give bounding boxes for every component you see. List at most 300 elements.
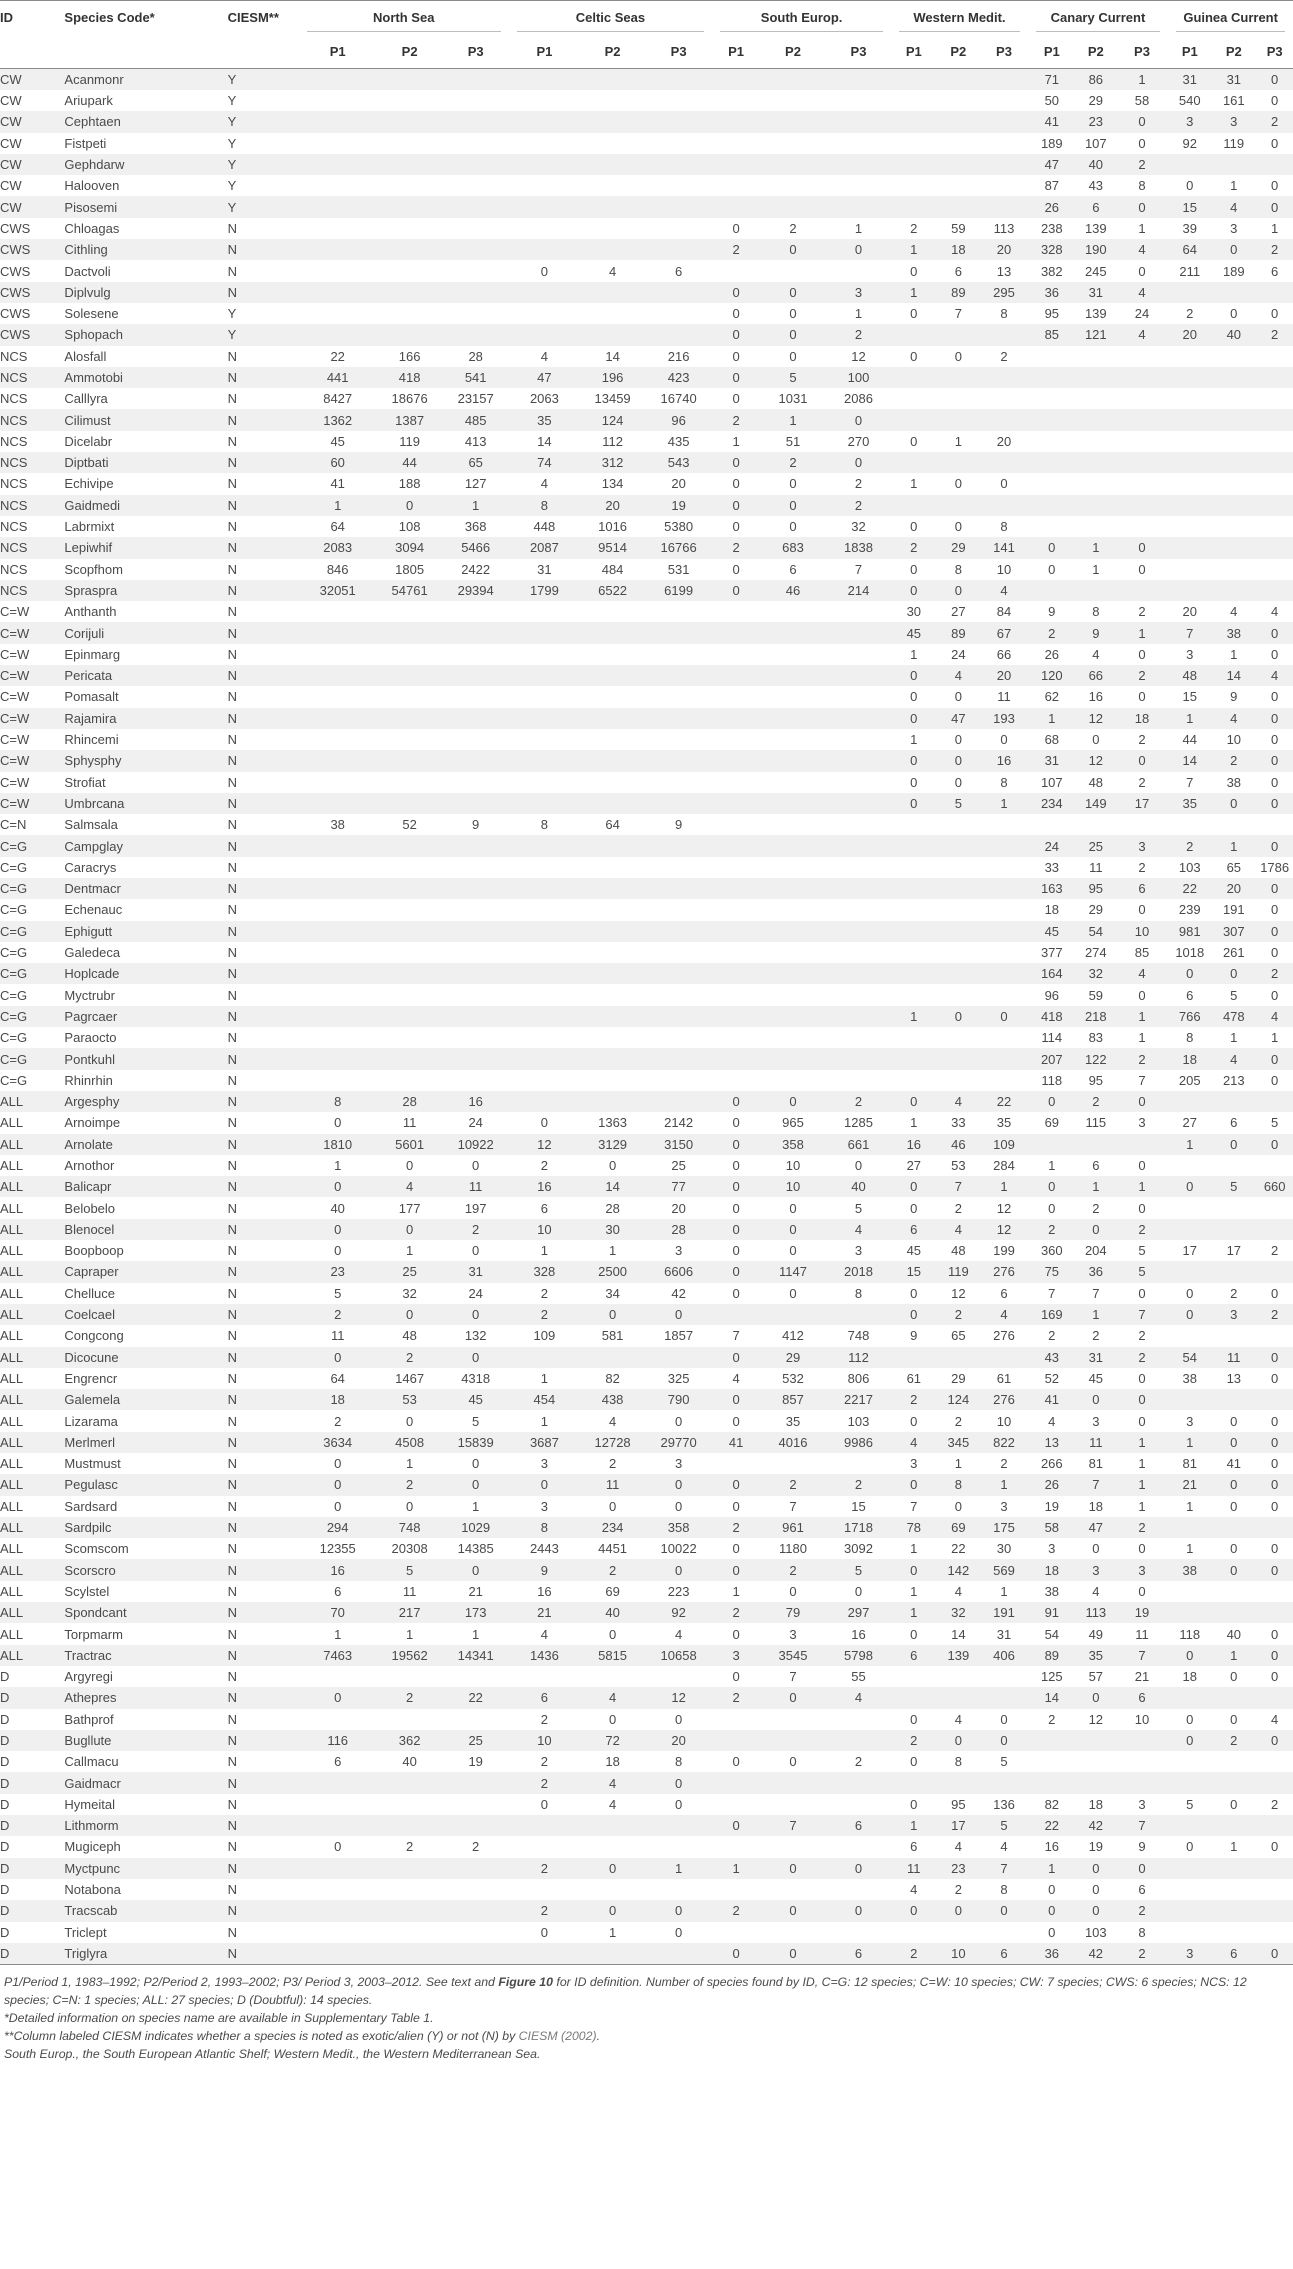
cell-value: 107 (1040, 774, 1063, 790)
cell-value: 23157 (457, 391, 494, 407)
cell-value: 0 (854, 1583, 863, 1599)
cell-value (509, 963, 580, 984)
cell-value (377, 963, 443, 984)
cell-value: 0 (910, 1285, 918, 1301)
cell-value (980, 409, 1027, 430)
cell-value (936, 111, 980, 132)
cell-value: 0 (299, 1176, 377, 1197)
cell-value: 30 (580, 1219, 646, 1240)
cell-value (580, 1666, 646, 1687)
cell-value (442, 154, 509, 175)
cell-value: 2 (377, 1474, 443, 1495)
cell-value: 1810 (299, 1134, 377, 1155)
cell-value: 0 (732, 476, 740, 492)
cell-value (645, 644, 712, 665)
cell-value: 3 (1168, 1943, 1211, 1965)
cell-value: 454 (509, 1389, 580, 1410)
cell-species-code: Chelluce (64, 1285, 116, 1301)
cell-value: 51 (785, 433, 801, 449)
cell-value: 12 (980, 1219, 1027, 1240)
cell-value: 7 (1116, 1304, 1169, 1325)
cell-value (377, 984, 443, 1005)
cell-value: 20 (1168, 324, 1211, 345)
cell-value: 38 (1182, 1370, 1197, 1386)
cell-ciesm: N (228, 1730, 299, 1751)
table-row (0, 346, 1293, 367)
cell-value (580, 133, 646, 154)
cell-ciesm: Y (228, 69, 299, 91)
cell-value (980, 963, 1027, 984)
cell-value (760, 133, 826, 154)
cell-ciesm: N (228, 1602, 299, 1623)
header-period: P3 (1116, 34, 1169, 69)
cell-species-code: Tractrac (64, 1645, 227, 1666)
cell-value (299, 1879, 377, 1900)
cell-value: 0 (732, 1200, 740, 1216)
table-row (0, 1219, 1293, 1240)
cell-value: 20 (1182, 604, 1197, 620)
cell-value: 857 (760, 1389, 826, 1410)
cell-value (580, 878, 646, 899)
cell-value (826, 857, 892, 878)
table-row (0, 154, 1293, 175)
cell-value: 32 (936, 1602, 980, 1623)
cell-value (760, 686, 826, 707)
cell-value: 3545 (760, 1645, 826, 1666)
cell-id: C=G (0, 902, 28, 918)
cell-value (377, 1879, 443, 1900)
cell-id: D (0, 1900, 64, 1921)
cell-value: 0 (1168, 963, 1211, 984)
cell-value (1076, 516, 1116, 537)
cell-value: 1 (299, 495, 377, 516)
cell-value: 2 (509, 1304, 580, 1325)
cell-value: 41 (1028, 111, 1076, 132)
cell-value (760, 111, 826, 132)
figure-link[interactable]: Figure 10 (498, 1974, 553, 1989)
cell-ciesm: N (227, 519, 238, 535)
cell-value: 0 (712, 1134, 760, 1155)
table-row (0, 835, 1293, 856)
cell-value: 965 (782, 1115, 804, 1131)
cell-value: 0 (645, 1559, 712, 1580)
cell-value: 0 (760, 324, 826, 345)
cell-value: 8 (1000, 306, 1008, 322)
cell-value: 22 (1168, 878, 1211, 899)
cell-value (980, 154, 1027, 175)
cell-value: 1 (1138, 220, 1146, 236)
cell-value (826, 601, 892, 622)
cell-value (826, 793, 892, 814)
cell-value: 0 (910, 1754, 918, 1770)
cell-value (299, 1815, 377, 1836)
cell-value: 1 (1116, 1176, 1169, 1197)
cell-value (377, 1815, 443, 1836)
cell-value: 0 (377, 1304, 443, 1325)
cell-value: 0 (732, 348, 740, 364)
cell-ciesm: N (227, 817, 238, 833)
cell-value (1211, 1815, 1256, 1836)
cell-value (1211, 1751, 1256, 1772)
cell-value (1256, 1900, 1293, 1921)
cell-value: 4 (540, 348, 549, 364)
cell-species-code: Epinmarg (64, 646, 121, 662)
cell-value (377, 899, 443, 920)
table-row (0, 1134, 1293, 1155)
table-row (0, 644, 1293, 665)
cell-value: 3129 (580, 1134, 646, 1155)
cell-value: 0 (1116, 1091, 1169, 1112)
table-row (0, 601, 1293, 622)
cell-value (1256, 473, 1293, 494)
cell-value: 0 (1048, 1882, 1056, 1898)
cell-id: ALL (0, 1285, 24, 1301)
cell-value (980, 1772, 1027, 1793)
cell-id: CW (0, 178, 22, 194)
cell-value (580, 857, 646, 878)
cell-value (891, 1347, 936, 1368)
cell-value: 35 (1076, 1645, 1116, 1666)
cell-value (1028, 367, 1076, 388)
footnote-periods: P1/Period 1, 1983–1992; P2/Period 2, 1993–2002; P3/ Period 3, 2003–2012. See text and Figure 10 for ID definition. Number of species found by ID, C=G: 12 species; C=W: 10 species; CW: 7 species; CWS: 6 species; NCS: 12 species; C=N: 1 species; ALL: 27 species; D (Doubtful): 14 species. (4, 1974, 1247, 2007)
cell-species-code: Sardpilc (64, 1517, 227, 1538)
cell-value (980, 942, 1027, 963)
cell-value: 216 (667, 348, 690, 364)
cell-value: 1029 (442, 1517, 509, 1538)
cell-value: 7 (732, 1328, 740, 1344)
cell-value (1168, 1325, 1211, 1346)
cell-value: 4 (826, 1219, 892, 1240)
cell-ciesm: N (227, 1243, 238, 1259)
cell-value (645, 1879, 712, 1900)
cell-value (936, 1070, 980, 1091)
cell-value: 2 (712, 537, 760, 558)
cell-value (1168, 1751, 1211, 1772)
cell-value: 28 (645, 1219, 712, 1240)
cell-value (826, 921, 892, 942)
cell-species-code: Dentmacr (64, 878, 227, 899)
cell-value (826, 1304, 892, 1325)
cell-value: 0 (1271, 178, 1279, 194)
cell-ciesm: N (228, 1006, 299, 1027)
cell-value: 119 (399, 433, 420, 449)
cell-value (1076, 814, 1116, 835)
cell-value: 14 (951, 1626, 966, 1642)
cell-value: 4 (1230, 604, 1238, 620)
cell-id: CW (0, 93, 22, 109)
cell-value: 0 (1186, 1285, 1194, 1301)
cell-value: 3 (1116, 1559, 1169, 1580)
cell-value: 89 (936, 622, 980, 643)
cell-value (712, 644, 760, 665)
cell-value (442, 921, 509, 942)
cell-value (645, 239, 712, 260)
cell-value: 11 (1076, 1432, 1116, 1453)
cell-value: 0 (732, 391, 740, 407)
cell-value: 0 (1168, 1730, 1211, 1751)
cell-value: 40 (1211, 324, 1256, 345)
cell-value: 3 (675, 1456, 683, 1472)
cell-value (980, 814, 1027, 835)
table-row (0, 921, 1293, 942)
table-row (0, 90, 1293, 111)
cell-value (1256, 431, 1293, 452)
cell-value: 0 (954, 1498, 962, 1514)
cell-value: 18 (605, 1754, 620, 1770)
cell-value: 14 (1028, 1687, 1076, 1708)
cell-value: 5 (980, 1815, 1027, 1836)
cell-value: 4 (608, 1796, 617, 1812)
cell-value: 65 (442, 452, 509, 473)
table-row (0, 239, 1293, 260)
cell-value: 3 (1076, 1559, 1116, 1580)
cell-value: 70 (299, 1602, 377, 1623)
cell-value (1211, 1091, 1256, 1112)
cell-value (891, 111, 936, 132)
cell-value (1168, 452, 1211, 473)
cell-value (1168, 1602, 1211, 1623)
cell-value: 21 (1168, 1474, 1211, 1495)
cell-value (442, 750, 509, 771)
cell-value: 95 (1088, 1072, 1104, 1088)
cell-value: 1 (608, 1924, 617, 1940)
cell-value: 0 (712, 1815, 760, 1836)
cell-value: 7 (910, 1498, 918, 1514)
cell-value: 0 (891, 1304, 936, 1325)
cell-ciesm: N (227, 1541, 238, 1557)
cell-value: 14 (1211, 665, 1256, 686)
cell-value (377, 282, 443, 303)
cell-value: 5 (936, 793, 980, 814)
cell-ciesm: N (228, 1772, 299, 1793)
cell-value: 92 (1182, 135, 1197, 151)
cell-value (980, 921, 1027, 942)
cell-id: ALL (0, 1456, 24, 1472)
cell-value: 21 (1134, 1669, 1150, 1685)
cell-value: 5 (377, 1559, 443, 1580)
cell-value (377, 878, 443, 899)
cell-value: 0 (1271, 306, 1279, 322)
cell-value (712, 963, 760, 984)
cell-value: 1467 (395, 1370, 425, 1386)
header-period: P3 (980, 34, 1027, 69)
cell-value (980, 1666, 1027, 1687)
cell-value (980, 90, 1027, 111)
cell-value (299, 878, 377, 899)
cell-value: 239 (1178, 902, 1201, 918)
cell-value (1168, 473, 1211, 494)
cell-value (1076, 1730, 1116, 1751)
cell-value: 3687 (509, 1432, 580, 1453)
cell-value (936, 857, 980, 878)
cell-value (1168, 1261, 1211, 1282)
cell-species-code: Ariupark (64, 93, 113, 109)
cell-value (936, 984, 980, 1005)
cell-value: 15 (851, 1498, 866, 1514)
cell-value: 0 (1138, 1541, 1146, 1557)
cell-value: 96 (1044, 987, 1060, 1003)
cell-species-code: Spraspra (64, 580, 227, 601)
cell-value: 276 (980, 1389, 1027, 1410)
cell-value: 478 (1211, 1006, 1256, 1027)
cell-value: 3150 (645, 1134, 712, 1155)
cell-value: 0 (472, 1157, 480, 1173)
cell-value: 822 (980, 1432, 1027, 1453)
cell-value: 0 (1028, 537, 1076, 558)
cell-value: 0 (1271, 774, 1279, 790)
cell-value (826, 1048, 892, 1069)
cell-value (299, 686, 377, 707)
cell-value: 18 (1182, 1669, 1197, 1685)
cell-value: 4 (1256, 1006, 1293, 1027)
cell-value (299, 196, 377, 217)
cell-value (712, 942, 760, 963)
header-period: P1 (1028, 34, 1076, 69)
cell-value (377, 921, 443, 942)
cell-value: 10 (1116, 921, 1169, 942)
cell-value (1076, 367, 1116, 388)
cell-value: 2 (712, 239, 760, 260)
cell-species-code: Mugiceph (64, 1839, 121, 1855)
cell-value: 17 (1116, 793, 1169, 814)
cell-value (1168, 516, 1211, 537)
cell-value (891, 1666, 936, 1687)
cell-value: 0 (910, 433, 918, 449)
ciesm-citation-link[interactable]: CIESM (2002) (518, 2028, 597, 2043)
cell-ciesm: N (228, 1219, 299, 1240)
cell-value (760, 1922, 826, 1943)
header-period: P3 (1256, 34, 1293, 69)
cell-value: 1 (1028, 708, 1076, 729)
header-region: Western Medit. (891, 1, 1027, 35)
cell-value: 0 (675, 1711, 683, 1727)
cell-value (1028, 409, 1076, 430)
cell-value: 0 (1256, 1347, 1293, 1368)
cell-value: 6 (540, 1200, 549, 1216)
cell-value (377, 1048, 443, 1069)
cell-value (712, 133, 760, 154)
table-row (0, 1474, 1293, 1495)
cell-value (377, 90, 443, 111)
cell-value: 44 (377, 452, 443, 473)
cell-value: 20 (1211, 878, 1256, 899)
cell-value: 8 (675, 1754, 683, 1770)
table-row (0, 1538, 1293, 1559)
cell-value: 197 (464, 1200, 487, 1216)
cell-value (580, 1048, 646, 1069)
cell-value: 2 (1256, 111, 1293, 132)
cell-id: C=G (0, 859, 28, 875)
cell-value: 2 (1048, 1328, 1056, 1344)
cell-value: 6 (891, 1645, 936, 1666)
cell-value: 25 (442, 1730, 509, 1751)
cell-value: 3 (675, 1243, 683, 1259)
cell-id: C=W (0, 708, 64, 729)
cell-value: 748 (847, 1328, 870, 1344)
cell-value: 214 (826, 580, 892, 601)
cell-value: 0 (580, 1858, 646, 1879)
cell-value (891, 154, 936, 175)
cell-value: 531 (667, 561, 690, 577)
cell-value: 31 (1211, 69, 1256, 91)
cell-value (442, 1879, 509, 1900)
cell-value: 0 (826, 1900, 892, 1921)
cell-value (377, 644, 443, 665)
header-period: P2 (936, 34, 980, 69)
cell-value (891, 857, 936, 878)
cell-value (1211, 1772, 1256, 1793)
cell-value: 40 (402, 1754, 417, 1770)
cell-ciesm: N (228, 793, 299, 814)
cell-value (580, 1347, 646, 1368)
cell-value: 1 (732, 1583, 740, 1599)
cell-value: 0 (1138, 1413, 1146, 1429)
cell-value: 0 (299, 1219, 377, 1240)
cell-value: 0 (1168, 1176, 1211, 1197)
cell-value (580, 1006, 646, 1027)
cell-value: 124 (580, 409, 646, 430)
cell-value: 1 (540, 1243, 549, 1259)
cell-value: 17 (936, 1815, 980, 1836)
cell-value (1116, 367, 1169, 388)
cell-value: 19 (1116, 1602, 1169, 1623)
cell-value: 1 (910, 732, 918, 748)
cell-value: 276 (993, 1328, 1015, 1344)
cell-value: 15 (891, 1261, 936, 1282)
cell-value: 11 (1211, 1347, 1256, 1368)
cell-value (936, 175, 980, 196)
cell-value (1256, 1517, 1293, 1538)
cell-value: 6 (334, 1583, 342, 1599)
cell-value: 2018 (826, 1261, 892, 1282)
cell-value (936, 1027, 980, 1048)
cell-value (509, 239, 580, 260)
cell-value: 11 (580, 1474, 646, 1495)
cell-value (299, 729, 377, 750)
cell-value (1168, 580, 1211, 601)
cell-value (712, 90, 760, 111)
cell-id: ALL (0, 1559, 64, 1580)
cell-value (980, 857, 1027, 878)
cell-value: 6199 (645, 580, 712, 601)
cell-value (1211, 1261, 1256, 1282)
cell-value: 0 (732, 519, 740, 535)
cell-value (980, 452, 1027, 473)
cell-value: 12 (1076, 750, 1116, 771)
cell-value: 23 (1076, 111, 1116, 132)
cell-value: 3 (1211, 111, 1256, 132)
cell-value (980, 111, 1027, 132)
cell-value: 4 (1256, 665, 1293, 686)
cell-value: 109 (980, 1134, 1027, 1155)
cell-value (299, 857, 377, 878)
cell-value: 1 (472, 1498, 480, 1514)
cell-ciesm: N (227, 1669, 238, 1685)
cell-value: 358 (760, 1134, 826, 1155)
cell-id: ALL (0, 1261, 64, 1282)
cell-id: C=G (0, 963, 64, 984)
cell-value: 2 (1116, 1347, 1169, 1368)
cell-value (1116, 495, 1169, 516)
cell-value: 69 (1044, 1115, 1060, 1131)
cell-value (377, 729, 443, 750)
cell-species-code: Ephigutt (64, 921, 227, 942)
cell-id: ALL (0, 1370, 24, 1386)
cell-value (1168, 1687, 1211, 1708)
cell-ciesm: N (227, 1115, 238, 1131)
cell-value: 8 (540, 817, 549, 833)
cell-value (442, 644, 509, 665)
